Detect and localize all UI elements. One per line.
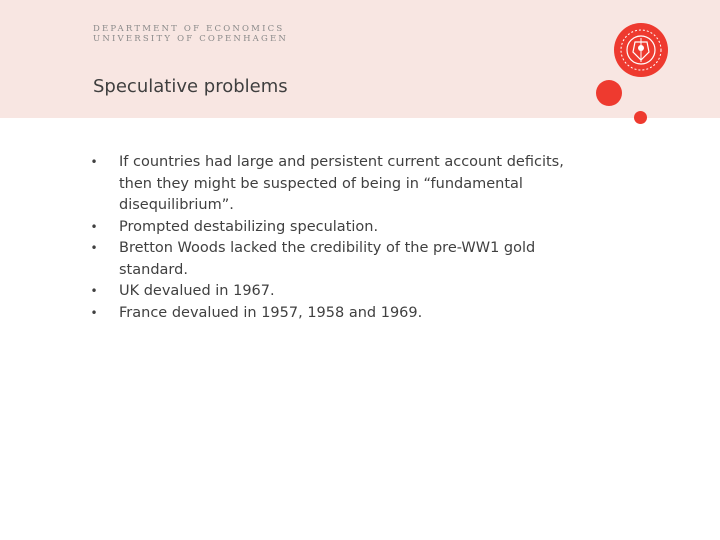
- bullet-icon: •: [90, 305, 98, 320]
- list-item: [88, 281, 568, 303]
- department-name: DEPARTMENT OF ECONOMICS: [93, 24, 285, 34]
- bullet-icon: •: [90, 284, 98, 298]
- list-item: [88, 152, 568, 217]
- bullet-icon: •: [90, 241, 98, 255]
- decorative-dot-large: [596, 80, 622, 106]
- header-band: [0, 0, 720, 118]
- department-heading: [93, 24, 288, 44]
- bullet-text: Bretton Woods lacked the credibility of the pre-WW1 gold standard.: [119, 240, 536, 278]
- page-title: Speculative problems: [93, 76, 288, 97]
- bullet-text: France devalued in 1957, 1958 and 1969.: [119, 304, 423, 321]
- list-item: [88, 238, 568, 281]
- university-name: UNIVERSITY OF COPENHAGEN: [93, 34, 289, 44]
- bullet-icon: •: [90, 219, 98, 234]
- bullet-icon: •: [90, 155, 98, 169]
- bullet-text: UK devalued in 1967.: [119, 283, 275, 299]
- bullet-list: [88, 152, 568, 324]
- list-item: [88, 217, 568, 239]
- decorative-dot-small: [634, 111, 647, 124]
- list-item: [88, 303, 568, 325]
- university-seal-icon: [613, 22, 669, 78]
- bullet-text: If countries had large and persistent current account deficits, then they might be suspected of being in “fundamental disequilibrium”.: [119, 154, 564, 213]
- bullet-text: Prompted destabilizing speculation.: [119, 218, 379, 235]
